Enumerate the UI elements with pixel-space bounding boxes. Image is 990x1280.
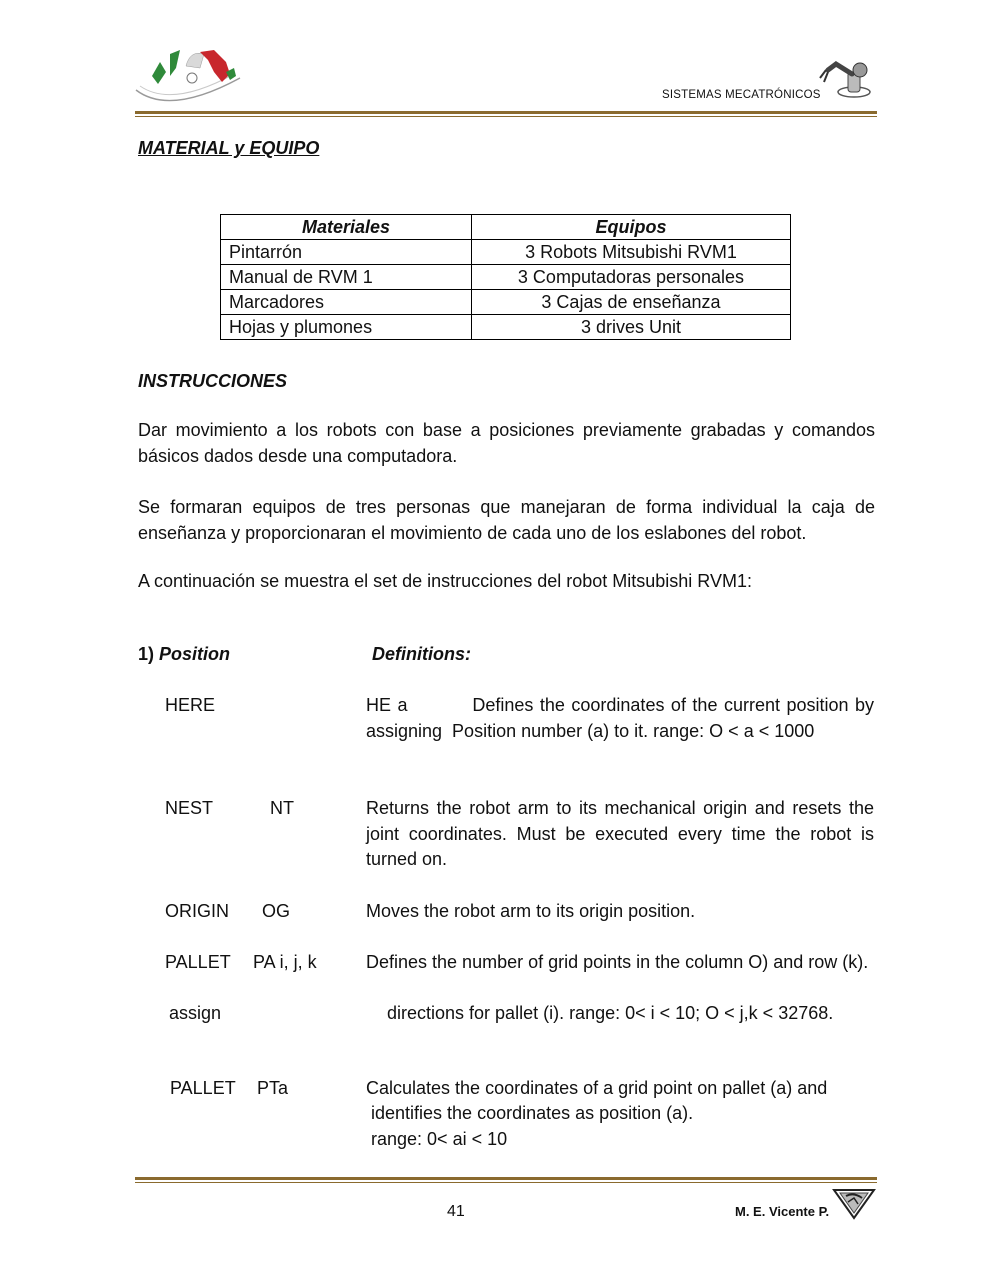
footer-rule-thin	[135, 1182, 877, 1183]
definitions-label: Definitions:	[372, 644, 471, 664]
command-definition: Moves the robot arm to its origin position.	[366, 901, 696, 921]
command-name: ORIGIN	[165, 901, 230, 921]
table-cell: 3 Robots Mitsubishi RVM1	[472, 240, 791, 265]
table-header: Materiales	[221, 215, 472, 240]
header-title: SISTEMAS MECATRÓNICOS	[662, 89, 821, 101]
page-number: 41	[447, 1203, 465, 1220]
command-definition: HE a Defines the coordinates of the current position by assigning Position number (a) to it. range: O < a < 1000	[366, 695, 880, 741]
command-definition: Returns the robot arm to its mechanical origin and resets the joint coordinates. Must be executed every time the robot is turned on.	[366, 798, 874, 869]
command-name: PALLET	[170, 1078, 236, 1098]
table-header-row	[221, 215, 791, 240]
table-header: Equipos	[472, 215, 791, 240]
table-row	[221, 315, 791, 340]
header-rule	[135, 111, 877, 114]
position-number: 1)	[138, 644, 155, 664]
command-name: PALLET	[165, 952, 231, 972]
footer-rule	[135, 1177, 877, 1180]
author-name: M. E. Vicente P.	[735, 1204, 830, 1219]
table-cell: Pintarrón	[221, 240, 472, 265]
table-row	[221, 240, 791, 265]
command-abbr: NT	[270, 798, 294, 818]
command-abbr: PTa	[257, 1078, 289, 1098]
section-title-instructions: INSTRUCCIONES	[138, 371, 288, 391]
institution-logo-icon	[130, 42, 252, 112]
command-definition-line: range: 0< ai < 10	[371, 1129, 508, 1149]
command-definition-line: identifies the coordinates as position (a).	[371, 1103, 694, 1123]
header-rule-thin	[135, 116, 877, 117]
command-extra-definition: directions for pallet (i). range: 0< i < 10; O < j,k < 32768.	[387, 1003, 834, 1023]
section-title-material: MATERIAL y EQUIPO	[138, 138, 320, 158]
materials-table	[220, 214, 791, 340]
table-cell: Hojas y plumones	[221, 315, 472, 340]
position-heading	[138, 642, 230, 668]
table-cell: 3 drives Unit	[472, 315, 791, 340]
table-cell: 3 Computadoras personales	[472, 265, 791, 290]
table-row	[221, 290, 791, 315]
command-name: NEST	[165, 798, 214, 818]
table-cell: 3 Cajas de enseñanza	[472, 290, 791, 315]
paragraph: A continuación se muestra el set de instrucciones del robot Mitsubishi RVM1:	[138, 571, 752, 591]
table-cell: Manual de RVM 1	[221, 265, 472, 290]
command-extra-label: assign	[169, 1003, 222, 1023]
command-definition-line: Calculates the coordinates of a grid point on pallet (a) and	[366, 1078, 828, 1098]
command-abbr: PA i, j, k	[253, 952, 317, 972]
command-definition: Defines the number of grid points in the column O) and row (k).	[366, 952, 869, 972]
position-title: Position	[159, 644, 231, 664]
table-row	[221, 265, 791, 290]
paragraph: Dar movimiento a los robots con base a posiciones previamente grabadas y comandos básicos dados desde una computadora.	[138, 420, 875, 466]
table-cell: Marcadores	[221, 290, 472, 315]
triangle-emblem-icon	[832, 1186, 876, 1220]
robot-arm-icon	[814, 56, 876, 100]
command-name: HERE	[165, 695, 216, 715]
paragraph: Se formaran equipos de tres personas que manejaran de forma individual la caja de enseñanza y proporcionaran el movimiento de cada uno de los eslabones del robot.	[138, 497, 875, 543]
command-abbr: OG	[262, 901, 291, 921]
